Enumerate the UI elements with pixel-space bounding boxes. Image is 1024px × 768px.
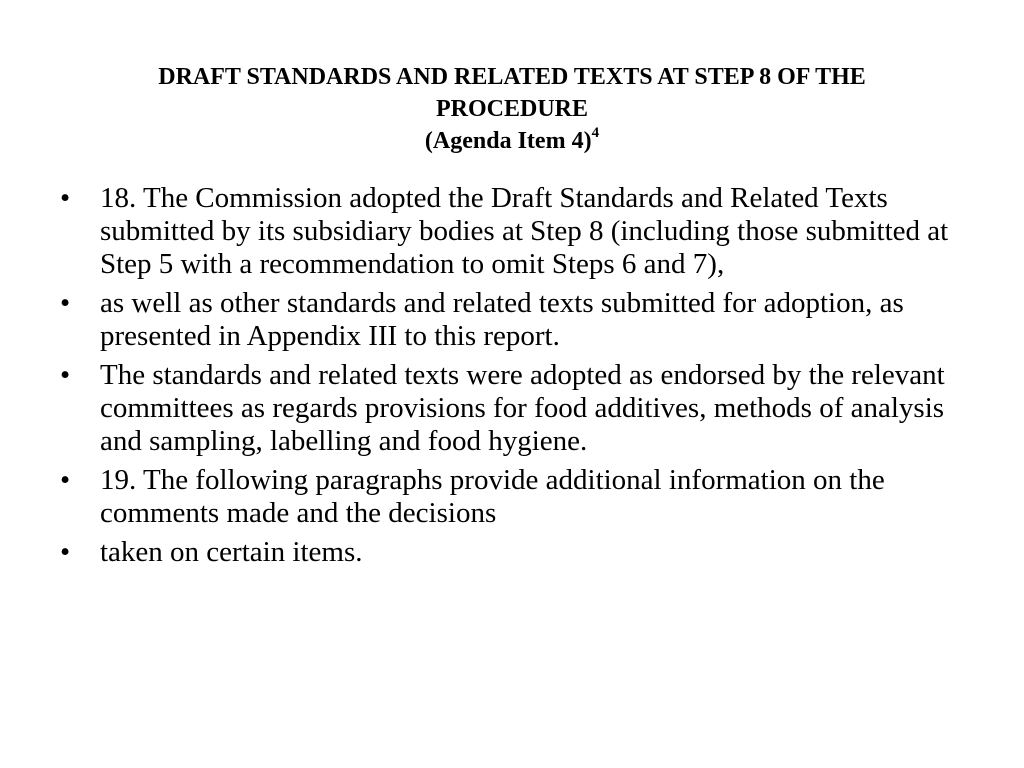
bullet-icon: • <box>60 287 71 319</box>
bullet-text-5: taken on certain items. <box>100 536 363 568</box>
agenda-item-subtitle <box>60 125 964 157</box>
bullet-list <box>60 182 970 575</box>
bullet-item-5 <box>60 536 970 569</box>
agenda-item-text: (Agenda Item 4) <box>424 128 592 154</box>
bullet-text-4: 19. The following paragraphs provide additional information on the comments made and the decisions <box>100 464 885 529</box>
bullet-item-2 <box>60 287 970 353</box>
bullet-text-3: The standards and related texts were adopted as endorsed by the relevant committees as regards provisions for food additives, methods of analysis and sampling, labelling and food hygiene. <box>100 359 945 457</box>
bullet-icon: • <box>60 182 71 214</box>
footnote-reference: 4 <box>591 125 600 141</box>
bullet-item-4 <box>60 464 970 530</box>
bullet-text-1: 18. The Commission adopted the Draft Standards and Related Texts submitted by its subsidiary bodies at Step 8 (including those submitted at Step 5 with a recommendation to omit Steps 6 and 7), <box>100 182 949 280</box>
bullet-icon: • <box>60 359 71 391</box>
title-line-2: PROCEDURE <box>435 96 588 122</box>
bullet-text-2: as well as other standards and related texts submitted for adoption, as presented in Appendix III to this report. <box>100 287 904 352</box>
title-line-1: DRAFT STANDARDS AND RELATED TEXTS AT STEP 8 OF THE <box>158 64 866 90</box>
bullet-item-1 <box>60 182 970 281</box>
bullet-icon: • <box>60 536 71 568</box>
bullet-icon: • <box>60 464 71 496</box>
slide-title <box>60 61 964 157</box>
bullet-item-3 <box>60 359 970 458</box>
